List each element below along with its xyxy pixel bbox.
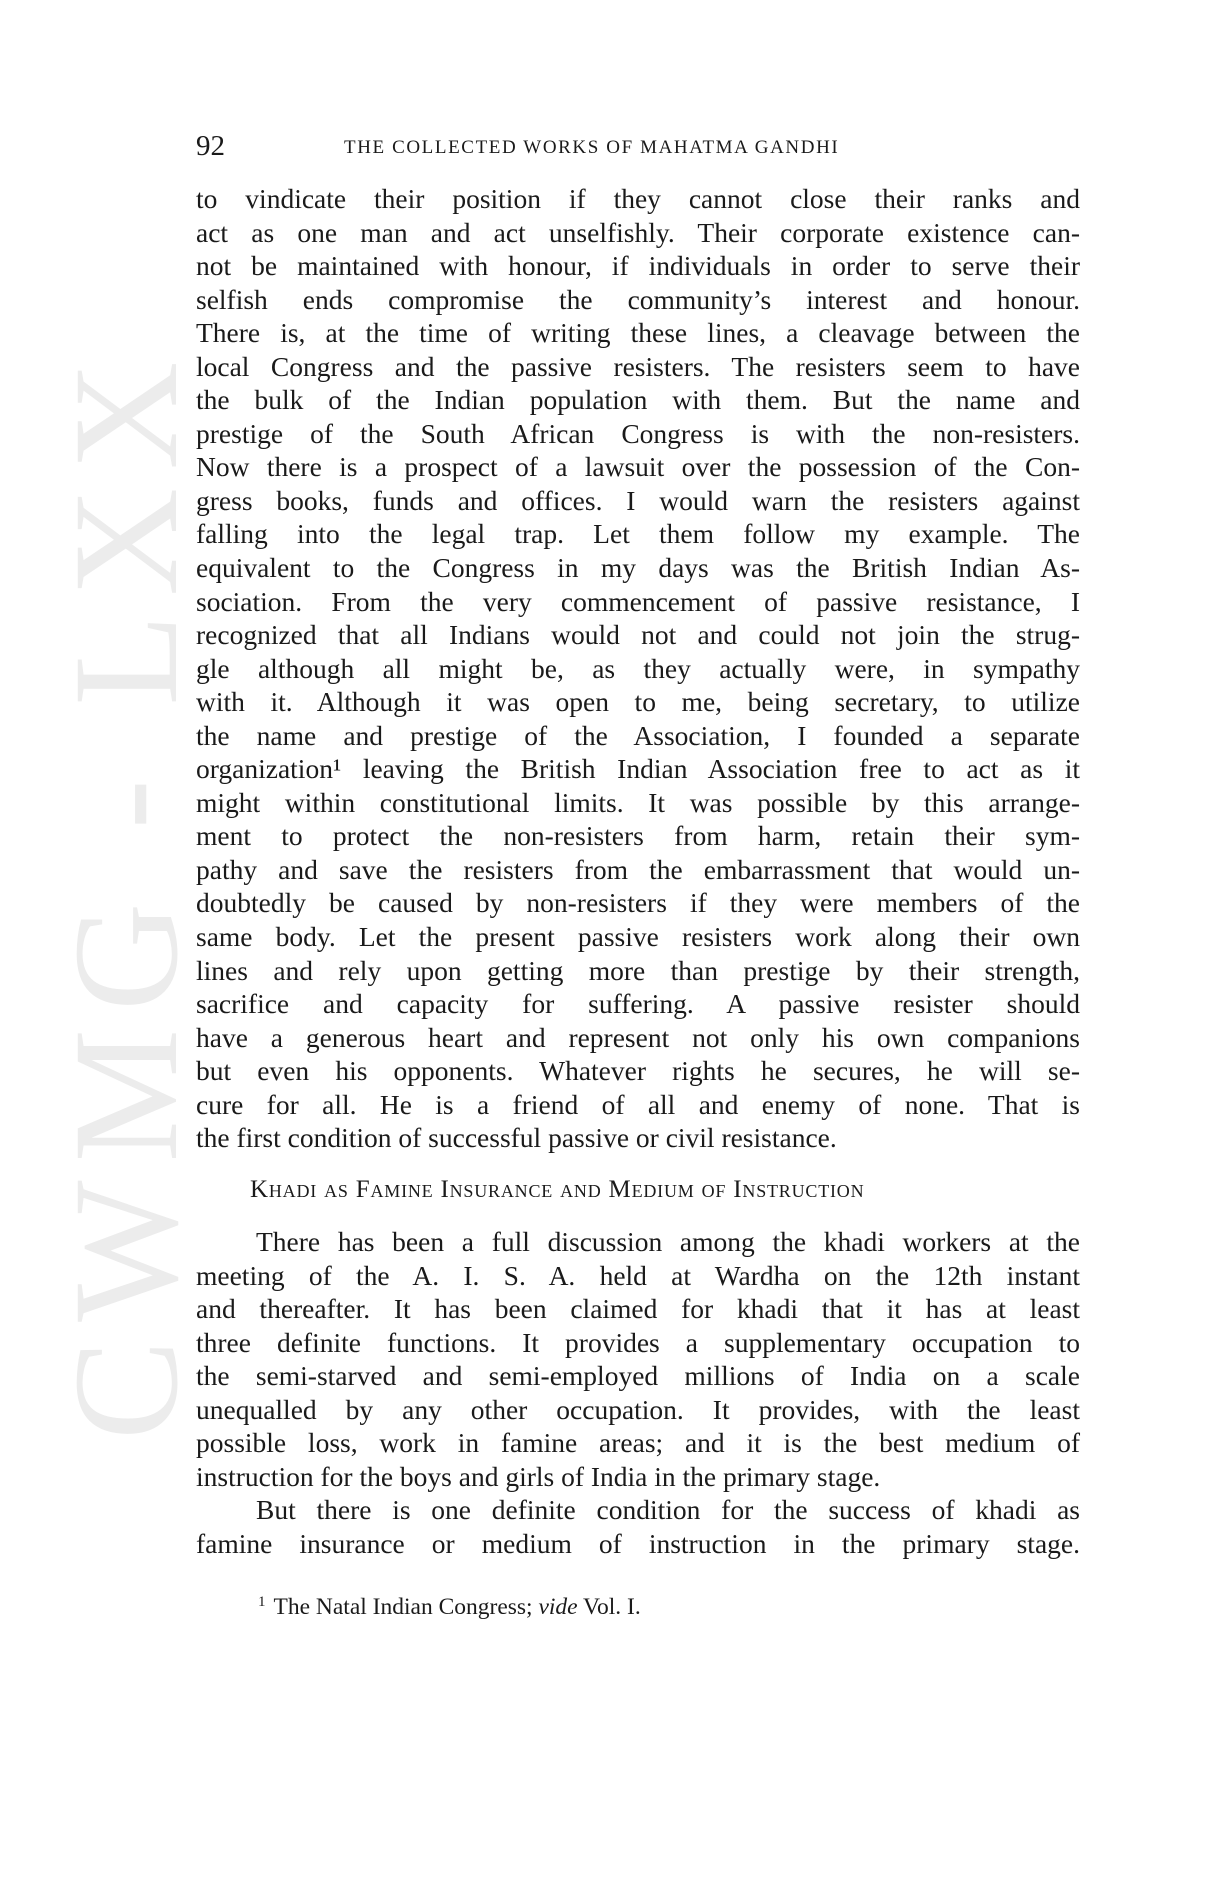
text-line: There has been a full discussion among the khadi workers at the (256, 1226, 1080, 1257)
footnote-italic: vide (538, 1594, 578, 1620)
text-line: Now there is a prospect of a lawsuit over the possession of the Con- (196, 451, 1080, 483)
text-line: But there is one definite condition for the success of khadi as (256, 1494, 1080, 1526)
text-line: falling into the legal trap. Let them follow my example. The (196, 518, 1080, 550)
text-line: possible loss, work in famine areas; and it is the best medium of (196, 1427, 1080, 1459)
text-line: but even his opponents. Whatever rights he secures, he will se- (196, 1055, 1080, 1087)
text-line: the semi-starved and semi-employed millions of India on a scale (196, 1360, 1080, 1392)
text-line: lines and rely upon getting more than prestige by their strength, (196, 954, 1080, 986)
page-number: 92 (196, 130, 225, 162)
text-line: the bulk of the Indian population with them. But the name and (196, 384, 1080, 416)
text-line: ment to protect the non-resisters from harm, retain their sym- (196, 820, 1080, 852)
section-heading: Khadi as Famine Insurance and Medium of Instruction (250, 1176, 865, 1203)
footnote (258, 1594, 641, 1621)
text-line: sacrifice and capacity for suffering. A passive resister should (196, 988, 1080, 1020)
text-line: the name and prestige of the Association, I founded a separate (196, 719, 1080, 751)
paragraph-1 (196, 182, 1080, 1155)
text-line: famine insurance or medium of instruction in the primary stage. (196, 1527, 1080, 1559)
text-line: local Congress and the passive resisters. The resisters seem to have (196, 350, 1080, 382)
text-line: gle although all might be, as they actually were, in sympathy (196, 652, 1080, 684)
text-line: have a generous heart and represent not only his own companions (196, 1021, 1080, 1053)
watermark: CWMG - LXX (43, 343, 209, 1440)
text-line: instruction for the boys and girls of India in the primary stage. (196, 1460, 881, 1492)
text-line: act as one man and act unselfishly. Their corporate existence can- (196, 216, 1080, 248)
text-line: same body. Let the present passive resisters work along their own (196, 921, 1080, 953)
text-line: doubtedly be caused by non-resisters if they were members of the (196, 887, 1080, 919)
text-line: to vindicate their position if they cannot close their ranks and (196, 183, 1080, 214)
text-line: recognized that all Indians would not and could not join the strug- (196, 619, 1080, 651)
text-line: equivalent to the Congress in my days was the British Indian As- (196, 552, 1080, 584)
text-line: might within constitutional limits. It was possible by this arrange- (196, 786, 1080, 818)
text-line: prestige of the South African Congress is with the non-resisters. (196, 417, 1080, 449)
footnote-marker: 1 (258, 1594, 266, 1610)
text-line: the first condition of successful passive or civil resistance. (196, 1122, 837, 1154)
text-line: three definite functions. It provides a supplementary occupation to (196, 1326, 1080, 1358)
text-line: gress books, funds and offices. I would warn the resisters against (196, 484, 1080, 516)
text-line: and thereafter. It has been claimed for khadi that it has at least (196, 1293, 1080, 1325)
text-line: unequalled by any other occupation. It provides, with the least (196, 1393, 1080, 1425)
text-line: with it. Although it was open to me, being secretary, to utilize (196, 686, 1080, 718)
text-line: selfish ends compromise the community’s interest and honour. (196, 283, 1080, 315)
text-line: not be maintained with honour, if individuals in order to serve their (196, 250, 1080, 282)
text-line: cure for all. He is a friend of all and enemy of none. That is (196, 1088, 1080, 1120)
footnote-text-end: Vol. I. (577, 1594, 641, 1620)
text-line: organization¹ leaving the British Indian Association free to act as it (196, 753, 1080, 785)
text-line: There is, at the time of writing these lines, a cleavage between the (196, 317, 1080, 349)
text-line: meeting of the A. I. S. A. held at Wardha on the 12th instant (196, 1259, 1080, 1291)
running-title: THE COLLECTED WORKS OF MAHATMA GANDHI (344, 137, 840, 158)
footnote-text: The Natal Indian Congress; (273, 1594, 539, 1620)
paragraph-2 (196, 1225, 1080, 1560)
text-line: sociation. From the very commencement of passive resistance, I (196, 585, 1080, 617)
text-line: pathy and save the resisters from the embarrassment that would un- (196, 853, 1080, 885)
